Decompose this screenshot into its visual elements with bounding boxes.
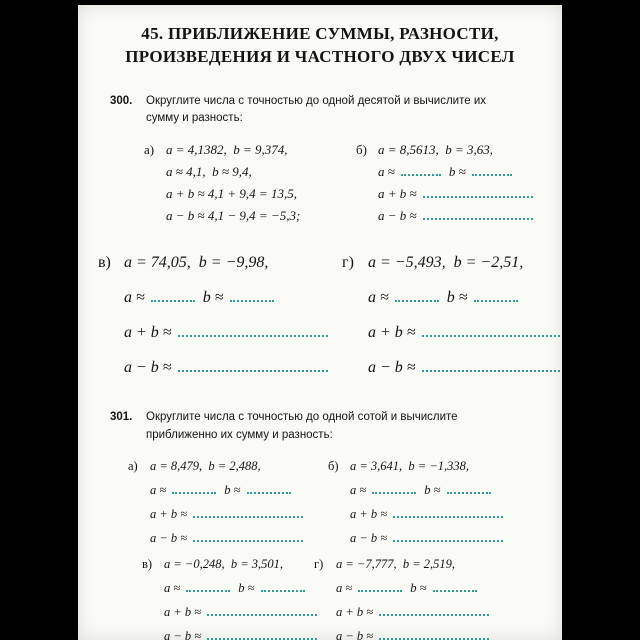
a-approx-label: a ≈ <box>350 482 367 497</box>
given-values: a = 3,641, b = −1,338, <box>350 458 470 473</box>
problem-number: 300. <box>110 94 133 107</box>
answer-blank <box>358 582 402 592</box>
sum-fill-line <box>378 183 542 205</box>
answer-blank <box>186 582 230 592</box>
answer-blank <box>401 166 441 176</box>
answer-blank <box>207 630 317 640</box>
given-values: a = −5,493, b = −2,51, <box>368 254 524 272</box>
answer-blank <box>193 508 303 518</box>
answer-blank <box>393 532 503 542</box>
rounded-fill-line <box>368 286 562 310</box>
problem-301-items-vg <box>98 552 542 640</box>
sum-approx-label: a + b ≈ <box>378 186 417 202</box>
answer-blank <box>433 582 477 592</box>
diff-fill-line <box>164 624 314 640</box>
item-label: в) <box>98 254 111 272</box>
given-line <box>356 139 542 161</box>
sum-approx-label: a + b ≈ <box>124 324 172 342</box>
sum-fill-line <box>350 502 542 526</box>
given-values: a = 8,5613, b = 3,63, <box>378 142 494 158</box>
item-301a <box>128 454 314 550</box>
sum-approx-label: a + b ≈ <box>350 506 388 521</box>
answer-blank <box>472 166 512 176</box>
answer-blank <box>193 532 303 542</box>
answer-blank <box>379 606 489 616</box>
item-label: а) <box>128 458 138 473</box>
a-approx-label: a ≈ <box>150 482 167 497</box>
problem-301-items-ab <box>98 454 542 550</box>
answer-blank <box>372 484 416 494</box>
b-approx-label: b ≈ <box>202 289 224 307</box>
problem-300-items-vg <box>98 251 542 391</box>
diff-approx-label: a − b ≈ <box>350 530 388 545</box>
sum-approx-label: a + b ≈ <box>368 324 416 342</box>
diff-fill-line <box>378 205 542 227</box>
b-approx-label: b ≈ <box>448 164 466 180</box>
answer-blank <box>261 582 305 592</box>
answer-blank <box>393 508 503 518</box>
item-300a <box>144 139 336 227</box>
b-approx-label: b ≈ <box>424 482 441 497</box>
diff-fill-line <box>124 356 342 380</box>
problem-301 <box>98 409 542 640</box>
answer-blank <box>422 327 562 337</box>
rounded-fill-line <box>164 576 314 600</box>
given-line <box>314 552 542 576</box>
a-approx-label: a ≈ <box>336 580 353 595</box>
b-approx-label: b ≈ <box>410 580 427 595</box>
answer-blank <box>207 606 317 616</box>
rounded-fill-line <box>124 286 342 310</box>
a-approx-label: a ≈ <box>124 289 145 307</box>
given-values: a = 8,479, b = 2,488, <box>150 458 261 473</box>
answer-blank <box>423 188 533 198</box>
sum-fill-line <box>164 600 314 624</box>
sum-approx-label: a + b ≈ <box>336 604 374 619</box>
rounded-fill-line <box>378 161 542 183</box>
item-label: в) <box>142 556 153 571</box>
sum-fill-line <box>124 321 342 345</box>
answer-blank <box>423 210 533 220</box>
given-values: a = −0,248, b = 3,501, <box>164 556 284 571</box>
answer-blank <box>247 484 291 494</box>
a-approx-label: a ≈ <box>378 164 395 180</box>
given-line <box>328 454 542 478</box>
given-values: a = −7,777, b = 2,519, <box>336 556 456 571</box>
item-label: б) <box>328 458 339 473</box>
sum-line: a + b ≈ 4,1 + 9,4 = 13,5, <box>166 186 297 202</box>
answer-blank <box>178 327 328 337</box>
answer-blank <box>474 292 518 302</box>
problem-300-header <box>98 93 542 128</box>
item-label: а) <box>144 142 155 158</box>
answer-blank <box>230 292 274 302</box>
sum-fill-line <box>368 321 562 345</box>
section-title-line2: ПРОИЗВЕДЕНИЯ И ЧАСТНОГО ДВУХ ЧИСЕЛ <box>125 46 515 66</box>
answer-blank <box>447 484 491 494</box>
item-301b <box>328 454 542 550</box>
item-label: г) <box>342 254 354 272</box>
item-label: г) <box>314 556 324 571</box>
diff-approx-label: a − b ≈ <box>336 628 374 640</box>
rounded-fill-line <box>336 576 542 600</box>
answer-blank <box>422 362 562 372</box>
b-approx-label: b ≈ <box>238 580 255 595</box>
section-title-line1: 45. ПРИБЛИЖЕНИЕ СУММЫ, РАЗНОСТИ, <box>141 24 499 43</box>
given-values: a = 4,1382, b = 9,374, <box>166 142 288 158</box>
item-300v <box>98 251 342 391</box>
diff-line: a − b ≈ 4,1 − 9,4 = −5,3; <box>166 208 301 224</box>
answer-blank <box>172 484 216 494</box>
rounded-fill-line <box>350 478 542 502</box>
answer-blank <box>178 362 328 372</box>
given-line <box>342 251 562 275</box>
section-title <box>98 23 542 69</box>
problem-301-header <box>98 409 542 444</box>
given-values: a = 74,05, b = −9,98, <box>124 254 269 272</box>
given-line <box>98 251 342 275</box>
sum-approx-label: a + b ≈ <box>164 604 202 619</box>
problem-statement: Округлите числа с точностью до одной десятой и вычислите их сумму и разность: <box>146 94 487 125</box>
problem-statement: Округлите числа с точностью до одной сотой и вычислите приближенно их сумму и разность: <box>146 411 458 441</box>
answer-blank <box>395 292 439 302</box>
sum-fill-line <box>150 502 314 526</box>
problem-300-items-ab <box>98 139 542 227</box>
item-label: б) <box>356 142 367 158</box>
diff-approx-label: a − b ≈ <box>124 359 172 377</box>
problem-300 <box>98 93 542 392</box>
rounded-line: a ≈ 4,1, b ≈ 9,4, <box>166 164 252 180</box>
item-301v <box>142 552 314 640</box>
a-approx-label: a ≈ <box>368 289 389 307</box>
given-line <box>128 454 314 478</box>
given-line <box>144 139 336 161</box>
diff-fill-line <box>350 526 542 550</box>
b-approx-label: b ≈ <box>446 289 468 307</box>
a-approx-label: a ≈ <box>164 580 181 595</box>
answer-blank <box>151 292 195 302</box>
diff-approx-label: a − b ≈ <box>368 359 416 377</box>
diff-fill-line <box>368 356 562 380</box>
item-300b <box>356 139 542 227</box>
textbook-page <box>78 5 562 640</box>
diff-approx-label: a − b ≈ <box>378 208 417 224</box>
diff-approx-label: a − b ≈ <box>150 530 188 545</box>
item-301g <box>314 552 542 640</box>
b-approx-label: b ≈ <box>224 482 241 497</box>
diff-fill-line <box>150 526 314 550</box>
problem-number: 301. <box>110 411 133 424</box>
diff-fill-line <box>336 624 542 640</box>
answer-blank <box>379 630 489 640</box>
sum-approx-label: a + b ≈ <box>150 506 188 521</box>
item-300g <box>342 251 562 391</box>
given-line <box>142 552 314 576</box>
rounded-fill-line <box>150 478 314 502</box>
sum-fill-line <box>336 600 542 624</box>
diff-approx-label: a − b ≈ <box>164 628 202 640</box>
